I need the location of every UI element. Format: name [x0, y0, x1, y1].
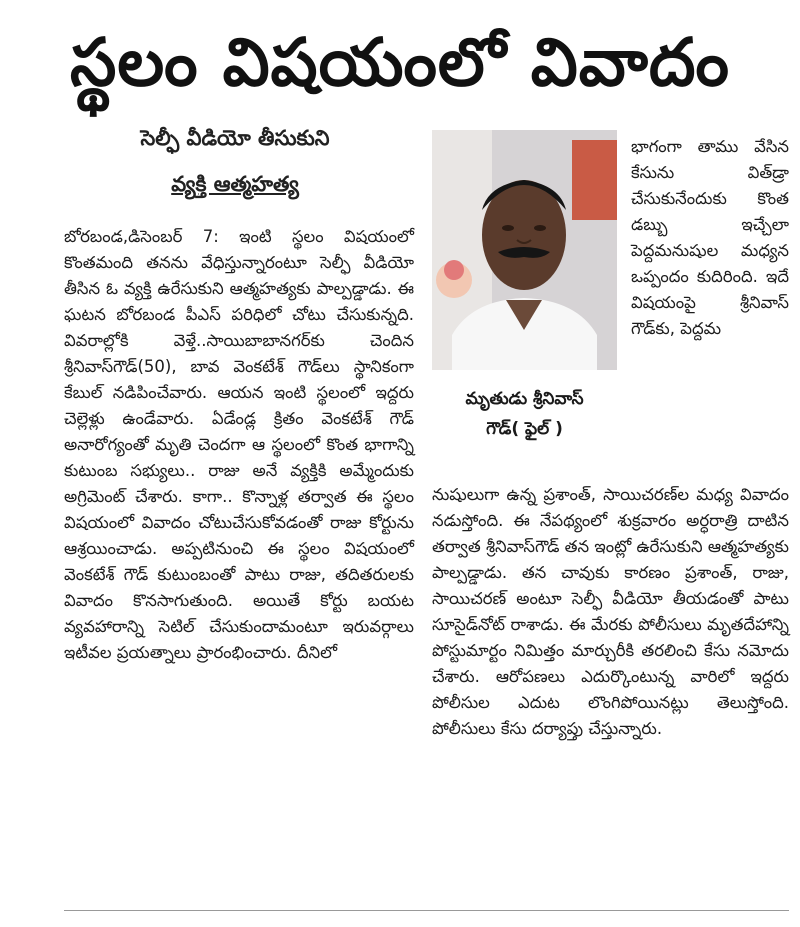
photo-caption-line-2: గౌడ్( ఫైల్ ) [486, 419, 563, 439]
article-body-left: బోరబండ,డిసెంబర్ 7: ఇంటి స్థలం విషయంలో కొంతమంది తనను వేధిస్తున్నారంటూ సెల్ఫీ వీడియో తీసిన ఓ వ్యక్తి ఉరేసుకుని ఆత్మహత్యకు పాల్పడ్డాడు. ఈ ఘటన బోరబండ పీఎస్ పరిధిలో చోటు చేసుకున్నది. వివరాల్లోకి వెళ్తే..సాయిబాబానగర్‌కు చెందిన శ్రీనివాస్‌గౌడ్(50), బావ వెంకటేశ్ గౌడ్‌లు స్థానికంగా కేబుల్ నడిపించేవారు. ఆయన ఇంటి స్థలంలో ఇద్దరు చెల్లెళ్లు ఉండేవారు. ఏడేండ్ల క్రితం వెంకటేశ్ గౌడ్ అనారోగ్యంతో మృతి చెందగా ఆ స్థలంలో కొంత భాగాన్ని కుటుంబ సభ్యులు.. రాజు అనే వ్యక్తికి అమ్మేందుకు అగ్రిమెంట్ చేశారు. కాగా.. కొన్నాళ్ల తర్వాత ఈ స్థలం విషయంలో వివాదం చోటుచేసుకోవడంతో రాజు కోర్టును ఆశ్రయించాడు. అప్పటినుంచి ఈ స్థలం విషయంలో వెంకటేశ్ గౌడ్ కుటుంబంతో పాటు రాజు, తదితరులకు వివాదం కొనసాగుతుంది. అయితే కోర్టు బయట వ్యవహారాన్ని సెటిల్ చేసుకుందామంటూ ఇరువర్గాలు ఇటీవల ప్రయత్నాలు ప్రారంభించారు. దీనిలో [64, 227, 414, 662]
article-column-left [64, 224, 414, 666]
subheadline-secondary: వ్యక్తి ఆత్మహత్య [171, 172, 299, 196]
article-body-right-top: భాగంగా తాము వేసిన కేసును విత్‌డ్రా చేసుకునేందుకు కొంత డబ్బు ఇచ్చేలా పెద్దమనుషుల మధ్యన ఒప్పందం కుదిరింది. ఇదే విషయంపై శ్రీనివాస్ గౌడ్‌కు, పెద్దమ [631, 137, 789, 338]
headline: స్థలం విషయంలో వివాదం [70, 24, 730, 101]
article-column-right-top [631, 134, 789, 342]
photo-caption-line-1: మృతుడు శ్రీనివాస్ [465, 389, 584, 409]
victim-photo [432, 130, 617, 370]
bottom-divider [64, 910, 789, 911]
photo-caption [432, 384, 617, 444]
subheadline: సెల్ఫీ వీడియో తీసుకుని [140, 126, 330, 150]
article-column-right-bottom [432, 482, 789, 742]
portrait-image [432, 130, 617, 370]
article-body-right-bottom: నుషులుగా ఉన్న ప్రశాంత్, సాయిచరణ్‌ల మధ్య వివాదం నడుస్తోంది. ఈ నేపథ్యంలో శుక్రవారం అర్ధరాత్రి దాటిన తర్వాత శ్రీనివాస్‌గౌడ్ తన ఇంట్లో ఉరేసుకుని ఆత్మహత్యకు పాల్పడ్డాడు. తన చావుకు కారణం ప్రశాంత్, రాజు, సాయిచరణ్ అంటూ సెల్ఫీ వీడియో తీయడంతో పాటు సూసైడ్‌నోట్ రాశాడు. ఈ మేరకు పోలీసులు మృతదేహాన్ని పోస్టుమార్టం నిమిత్తం మార్చురీకి తరలించి కేసు నమోదు చేశారు. ఆరోపణలు ఎదుర్కొంటున్న వారిలో ఇద్దరు పోలీసుల ఎదుట లొంగిపోయినట్లు తెలుస్తోంది. పోలీసులు కేసు దర్యాప్తు చేస్తున్నారు. [432, 485, 789, 738]
